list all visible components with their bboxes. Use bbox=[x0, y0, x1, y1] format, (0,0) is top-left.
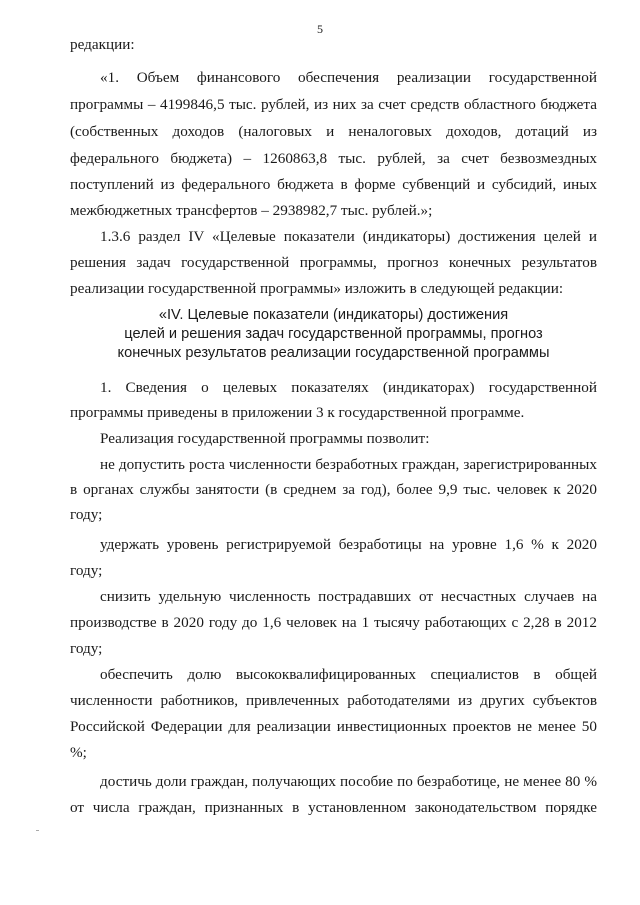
text-line: обеспечить долю высококвалифицированных специалистов в общей bbox=[100, 666, 597, 683]
text-line: от числа граждан, признанных в установленном законодательством порядке bbox=[70, 799, 597, 816]
text-line: (собственных доходов (налоговых и неналоговых доходов, дотаций из bbox=[70, 123, 597, 140]
section-heading: «IV. Целевые показатели (индикаторы) достижения bbox=[158, 307, 509, 323]
section-heading: конечных результатов реализации государственной программы bbox=[117, 345, 550, 361]
text-line: %; bbox=[70, 744, 87, 761]
text-line: программы – 4199846,5 тыс. рублей, из них за счет средств областного бюджета bbox=[70, 96, 597, 113]
scan-artifact bbox=[36, 830, 39, 831]
text-line: снизить удельную численность пострадавших от несчастных случаев на bbox=[100, 588, 597, 605]
text-line: 1.3.6 раздел IV «Целевые показатели (индикаторы) достижения целей и bbox=[100, 228, 597, 245]
text-line: численности работников, привлеченных работодателями из других субъектов bbox=[70, 692, 597, 709]
text-line: производстве в 2020 году до 1,6 человек на 1 тысячу работающих с 2,28 в 2012 bbox=[70, 614, 597, 631]
text-line: году; bbox=[70, 562, 103, 579]
page-number: 5 bbox=[317, 22, 323, 36]
text-line: межбюджетных трансфертов – 2938982,7 тыс. рублей.»; bbox=[70, 202, 433, 219]
text-line: редакции: bbox=[70, 36, 135, 53]
text-line: удержать уровень регистрируемой безработицы на уровне 1,6 % к 2020 bbox=[100, 536, 597, 553]
text-line: году; bbox=[70, 506, 103, 523]
text-line: «1. Объем финансового обеспечения реализации государственной bbox=[100, 69, 597, 86]
text-line: 1. Сведения о целевых показателях (индикаторах) государственной bbox=[100, 379, 597, 396]
text-line: году; bbox=[70, 640, 103, 657]
text-line: программы приведены в приложении 3 к государственной программе. bbox=[70, 404, 525, 421]
text-line: Российской Федерации для реализации инвестиционных проектов не менее 50 bbox=[70, 718, 597, 735]
text-line: реализации государственной программы» изложить в следующей редакции: bbox=[70, 280, 564, 297]
text-line: не допустить роста численности безработных граждан, зарегистрированных bbox=[100, 456, 597, 473]
text-line: поступлений из федерального бюджета в форме субвенций и субсидий, иных bbox=[70, 176, 597, 193]
text-line: Реализация государственной программы позволит: bbox=[100, 430, 430, 447]
section-heading: целей и решения задач государственной программы, прогноз bbox=[124, 326, 543, 342]
text-line: федерального бюджета) – 1260863,8 тыс. рублей, за счет безвозмездных bbox=[70, 150, 597, 167]
text-line: в органах службы занятости (в среднем за год), более 9,9 тыс. человек к 2020 bbox=[70, 481, 597, 498]
text-line: решения задач государственной программы, прогноз конечных результатов bbox=[70, 254, 597, 271]
text-line: достичь доли граждан, получающих пособие по безработице, не менее 80 % bbox=[100, 773, 597, 790]
